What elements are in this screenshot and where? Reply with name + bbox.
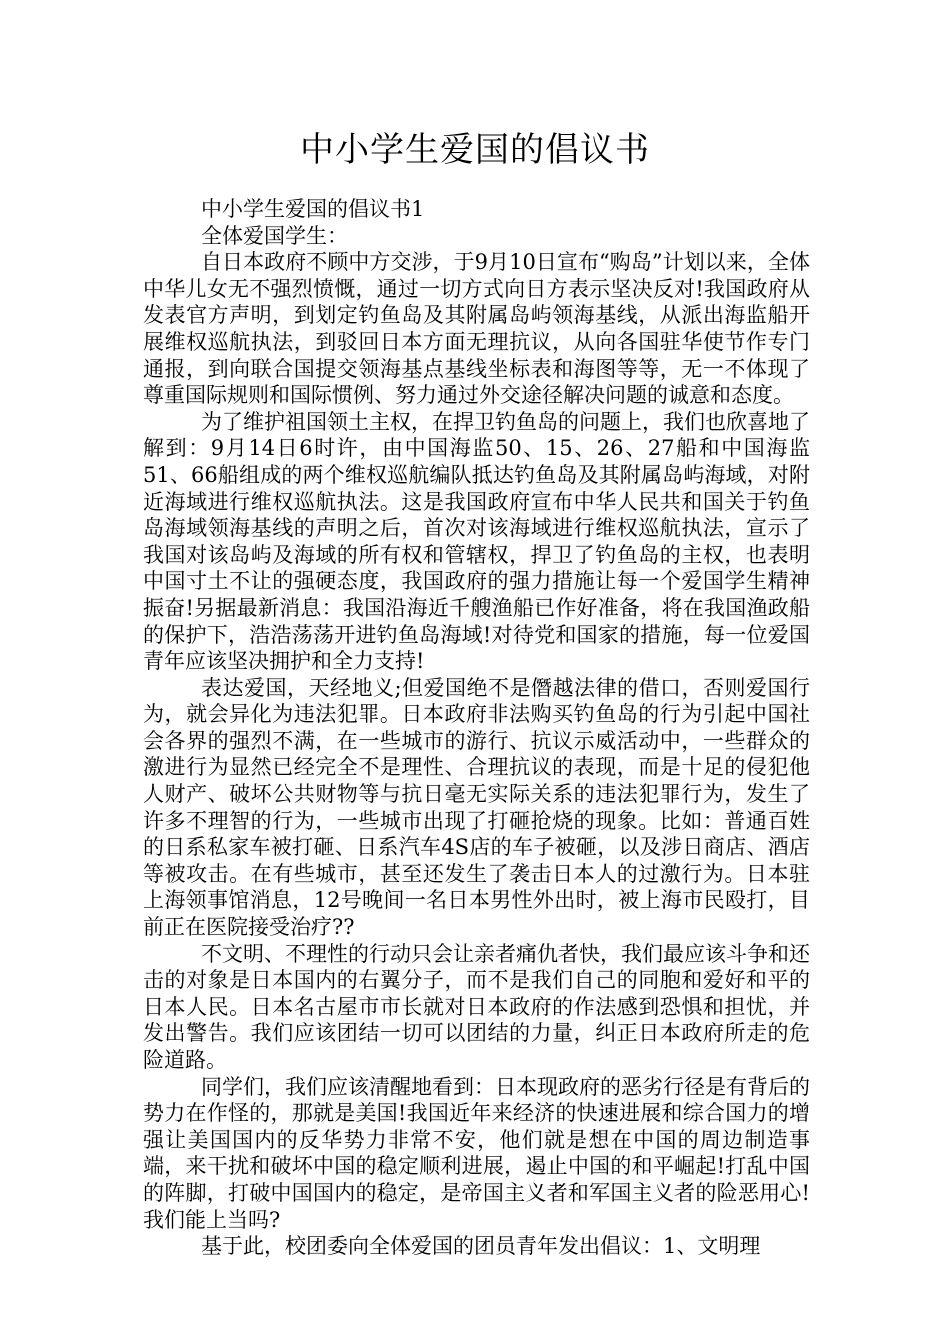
paragraph-6: 基于此，校团委向全体爱国的团员青年发出倡议：1、文明理 [201, 1234, 761, 1259]
paragraph-3: 表达爱国，天经地义;但爱国绝不是僭越法律的借口，否则爱国行为，就会异化为违法犯罪。日本政府非法购买钓鱼岛的行为引起中国社会各界的强烈不满，在一些城市的游行、抗议示威活动中，一些群众的激进行为显然已经完全不是理性、合理抗议的表现，而是十足的侵犯他人财产、破坏公共财物等与抗日毫无实际关系的违法犯罪行为，发生了许多不理智的行为，一些城市出现了打砸抢烧的现象。比如：普通百姓的日系私家车被打砸、日系汽车4S店的车子被砸，以及涉日商店、酒店等被攻击。在有些城市，甚至还发生了袭击日本人的过激行为。日本驻上海领事馆消息，12号晚间一名日本男性外出时，被上海市民殴打，目前正在医院接受治疗?? [143, 675, 810, 940]
paragraph-2: 为了维护祖国领土主权，在捍卫钓鱼岛的问题上，我们也欣喜地了解到：9月14日6时许，由中国海监50、15、26、27船和中国海监51、66船组成的两个维权巡航编队抵达钓鱼岛及其附属岛屿海域，对附近海域进行维权巡航执法。这是我国政府宣布中华人民共和国关于钓鱼岛海域领海基线的声明之后，首次对该海域进行维权巡航执法，宣示了我国对该岛屿及海域的所有权和管辖权，捍卫了钓鱼岛的主权，也表明中国寸土不让的强硬态度，我国政府的强力措施让每一个爱国学生精神振奋!另据最新消息：我国沿海近千艘渔船已作好准备，将在我国渔政船的保护下，浩浩荡荡开进钓鱼岛海域!对待党和国家的措施，每一位爱国青年应该坚决拥护和全力支持! [143, 409, 810, 674]
paragraph-5: 同学们，我们应该清醒地看到：日本现政府的恶劣行径是有背后的势力在作怪的，那就是美国!我国近年来经济的快速进展和综合国力的增强让美国国内的反华势力非常不安，他们就是想在中国的周边制造事端，来干扰和破坏中国的稳定顺利进展，遏止中国的和平崛起!打乱中国的阵脚，打破中国国内的稳定，是帝国主义者和军国主义者的险恶用心!我们能上当吗? [143, 1074, 810, 1232]
document-body [143, 196, 810, 1260]
salutation: 全体爱国学生： [201, 223, 348, 248]
document-subtitle: 中小学生爱国的倡议书1 [201, 197, 425, 221]
paragraph-1: 自日本政府不顾中方交涉，于9月10日宣布“购岛”计划以来，全体中华儿女无不强烈愤慨，通过一切方式向日方表示坚决反对!我国政府从发表官方声明，到划定钓鱼岛及其附属岛屿领海基线，从派出海监船开展维权巡航执法，到驳回日本方面无理抗议，从向各国驻华使节作专门通报，到向联合国提交领海基点基线坐标表和海图等等，无一不体现了尊重国际规则和国际惯例、努力通过外交途径解决问题的诚意和态度。 [143, 250, 810, 408]
document-title: 中小学生爱国的倡议书 [300, 130, 650, 170]
paragraph-4: 不文明、不理性的行动只会让亲者痛仇者快，我们最应该斗争和还击的对象是日本国内的右翼分子，而不是我们自己的同胞和爱好和平的日本人民。日本名古屋市市长就对日本政府的作法感到恐惧和担忧，并发出警告。我们应该团结一切可以团结的力量，纠正日本政府所走的危险道路。 [143, 941, 810, 1072]
